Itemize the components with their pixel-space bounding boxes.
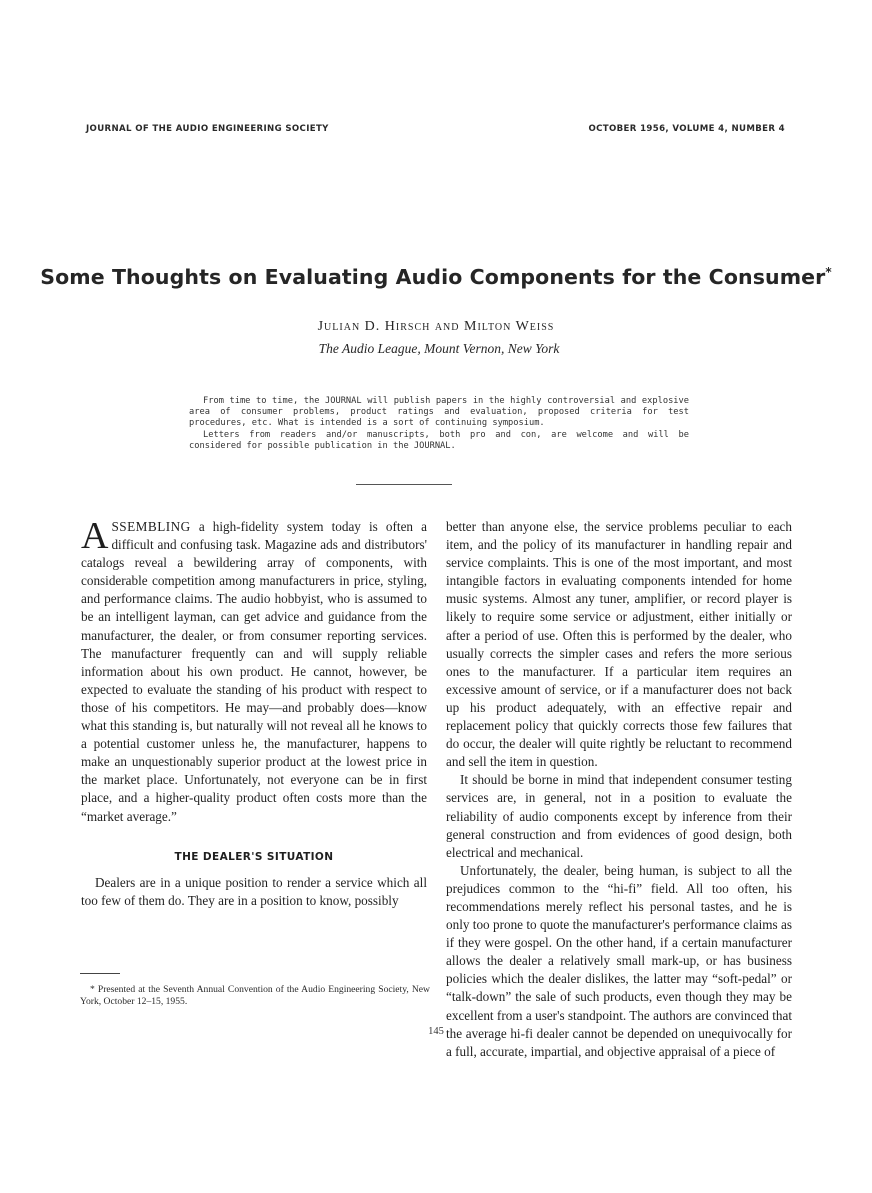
- affiliation: The Audio League, Mount Vernon, New York: [318, 341, 560, 356]
- editor-note: [189, 396, 689, 452]
- separator-rule: [356, 484, 452, 485]
- authors: Julian D. Hirsch and Milton Weiss: [317, 319, 555, 334]
- body-paragraph: Dealers are in a unique position to render a service which all too few of them do. They are in a position to know, possibly: [81, 874, 427, 908]
- paragraph-text: a high-fidelity system today is often a difficult and confusing task. Magazine ads and distributors' catalogs reveal a bewildering array of components, with considerable competition among manufacturers in price, styling, and performance claims. The audio hobbyist, who is assumed to be an intelligent layman, can get advice and guidance from the manufacturer, the dealer, or from consumer reporting services. The manufacturer frequently can and will supply reliable information about his own product. He cannot, however, be expected to evaluate the standing of his product with respect to those of his competitors. He may—and probably does—know what this standing is, but naturally will not reveal all he knows to a potential customer unless he, the manufacturer, happens to make an unquestionably superior product at the lowest price in the market place. Unfortunately, not everyone can be in first place, and a higher-quality product often costs more than the “market average.”: [81, 519, 427, 824]
- editor-note-paragraph: From time to time, the JOURNAL will publish papers in the highly controversial and explosive area of consumer problems, product ratings and evaluation, proposed criteria for test procedures, etc. What is intended is a sort of continuing symposium.: [189, 396, 689, 429]
- journal-name: JOURNAL OF THE AUDIO ENGINEERING SOCIETY: [86, 124, 329, 134]
- title-footnote-mark: *: [825, 265, 832, 280]
- page-number: 145: [428, 1026, 444, 1037]
- footnote: * Presented at the Seventh Annual Convention of the Audio Engineering Society, New York, October 12–15, 1955.: [80, 984, 430, 1007]
- lead-in: SSEMBLING: [111, 519, 191, 534]
- drop-cap: A: [81, 515, 109, 557]
- issue-info: OCTOBER 1956, VOLUME 4, NUMBER 4: [588, 124, 785, 134]
- body-column-right: [446, 518, 792, 1061]
- body-paragraph: Unfortunately, the dealer, being human, is subject to all the prejudices common to the “hi-fi” field. All too often, his recommendations merely reflect his personal tastes, and he is only too prone to quote the manufacturer's performance claims as if they were gospel. On the other hand, if a certain manufacturer allows the dealer a relatively small mark-up, or has business policies which the dealer dislikes, the latter may “soft-pedal” or “talk-down” the sale of such products, even though they may be excellent from a user's standpoint. The authors are convinced that the average hi-fi dealer cannot be depended on unequivocally for a full, accurate, impartial, and objective appraisal of a piece of: [446, 862, 792, 1059]
- body-column-left: [81, 515, 427, 910]
- article-title-text: Some Thoughts on Evaluating Audio Components for the Consumer: [40, 265, 826, 289]
- article-title: [0, 265, 872, 289]
- editor-note-paragraph: Letters from readers and/or manuscripts, both pro and con, are welcome and will be considered for possible publication in the JOURNAL.: [189, 429, 689, 451]
- body-paragraph: [81, 515, 427, 826]
- section-heading: THE DEALER'S SITUATION: [174, 850, 334, 863]
- footnote-rule: [80, 973, 120, 974]
- body-paragraph-continued: better than anyone else, the service problems peculiar to each item, and the policy of its manufacturer in handling repair and service complaints. This is one of the most important, and most intangible factors in evaluating components intended for home music systems. Almost any tuner, amplifier, or record player is likely to require some service or adjustment, either initially or after a period of use. Often this is performed by the dealer, who usually corrects the simpler cases and refers the more serious ones to the manufacturer. If a particular item requires an excessive amount of service, or if a manufacturer does not back up his product adequately, with an effective repair and replacement policy that quickly corrects those few failures that do occur, the dealer will quite rightly be reluctant to recommend and sell the item in question.: [446, 519, 792, 770]
- body-paragraph: It should be borne in mind that independent consumer testing services are, in general, not in a position to evaluate the reliability of audio components except by inference from their general construction and from evidences of good design, both electrical and mechanical.: [446, 772, 792, 860]
